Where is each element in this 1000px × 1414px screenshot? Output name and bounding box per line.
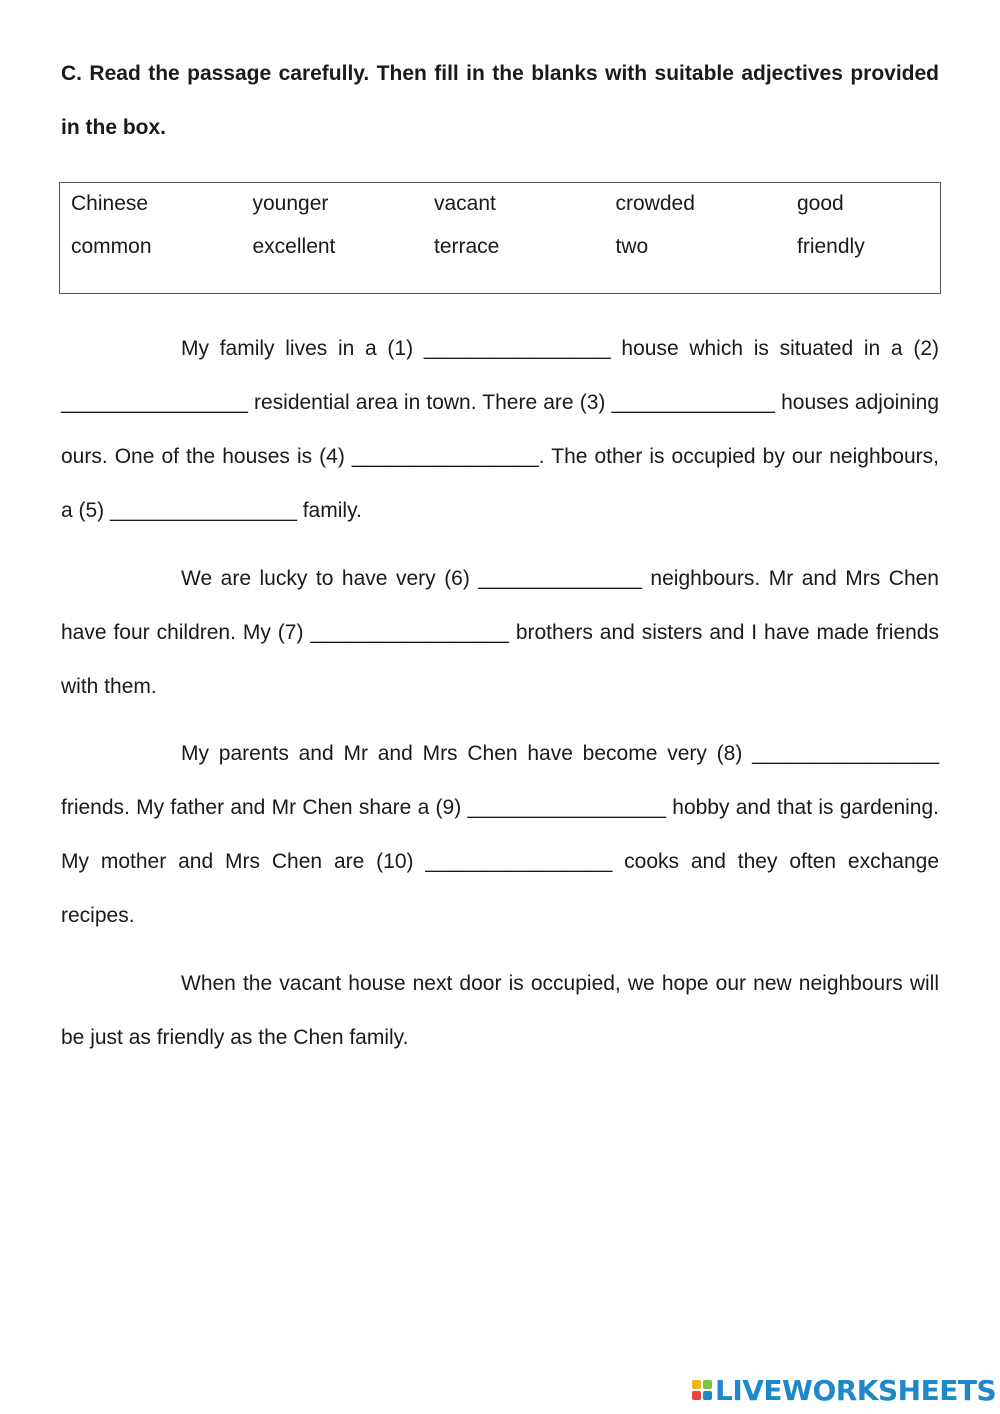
word-common: common (71, 235, 152, 258)
logo-square-red (692, 1391, 701, 1400)
word-box (59, 182, 941, 294)
word-two: two (615, 235, 649, 258)
para-text: . The other is occupied by our neighbours, a (5) (61, 445, 939, 522)
word-vacant: vacant (434, 192, 496, 215)
blank-7[interactable]: _________________ (310, 621, 509, 644)
para-text: friends. My father and Mr Chen share a (9) (61, 796, 468, 819)
logo-square-yellow (692, 1380, 701, 1389)
para-text: neighbours. Mr and Mrs Chen have four children. My (7) (61, 567, 939, 644)
para-text: My parents and Mr and Mrs Chen have become very (8) (181, 742, 753, 765)
word-terrace: terrace (434, 235, 500, 258)
blank-3[interactable]: ______________ (611, 391, 775, 414)
paragraph-1 (61, 322, 939, 538)
word-excellent: excellent (252, 235, 336, 258)
instruction-heading: C. Read the passage carefully. Then fill in the blanks with suitable adjectives provided in the box. (61, 62, 939, 139)
blank-10[interactable]: ________________ (425, 850, 613, 873)
logo-text: LIVEWORKSHEETS (715, 1373, 997, 1407)
para-text: brothers and sisters and I have made friends with them. (61, 621, 939, 698)
paragraph-3 (61, 727, 939, 943)
logo-square-blue (703, 1391, 712, 1400)
blank-9[interactable]: _________________ (467, 796, 667, 819)
word-younger: younger (252, 192, 329, 215)
para-text: family. (296, 499, 362, 522)
word-crowded: crowded (615, 192, 695, 215)
para-text: We are lucky to have very (6) (181, 567, 479, 590)
word-chinese: Chinese (71, 192, 149, 215)
blank-5[interactable]: ________________ (110, 499, 297, 522)
para-text: When the vacant house next door is occupied, we hope our new neighbours will be just as friendly as the Chen family. (61, 972, 939, 1049)
liveworksheets-logo-icon (692, 1380, 712, 1400)
word-friendly: friendly (797, 235, 865, 258)
para-text: cooks and they often exchange recipes. (61, 850, 939, 927)
para-text: My family lives in a (1) (181, 337, 424, 360)
paragraph-4 (61, 957, 939, 1065)
liveworksheets-logo[interactable] (692, 1374, 996, 1406)
para-text: residential area in town. There are (3) (247, 391, 612, 414)
blank-8[interactable]: ________________ (752, 742, 939, 765)
blank-2[interactable]: ________________ (61, 391, 248, 414)
blank-1[interactable]: ________________ (423, 337, 611, 360)
blank-4[interactable]: ________________ (351, 445, 539, 468)
para-text: houses adjoining ours. One of the houses is (4) (61, 391, 939, 468)
paragraph-2 (61, 552, 939, 714)
logo-square-green (703, 1380, 712, 1389)
blank-6[interactable]: ______________ (478, 567, 642, 590)
word-good: good (797, 192, 844, 215)
para-text: hobby and that is gardening. My mother and Mrs Chen are (10) (61, 796, 939, 873)
para-text: house which is situated in a (2) (610, 337, 939, 360)
word-grid (71, 189, 979, 275)
